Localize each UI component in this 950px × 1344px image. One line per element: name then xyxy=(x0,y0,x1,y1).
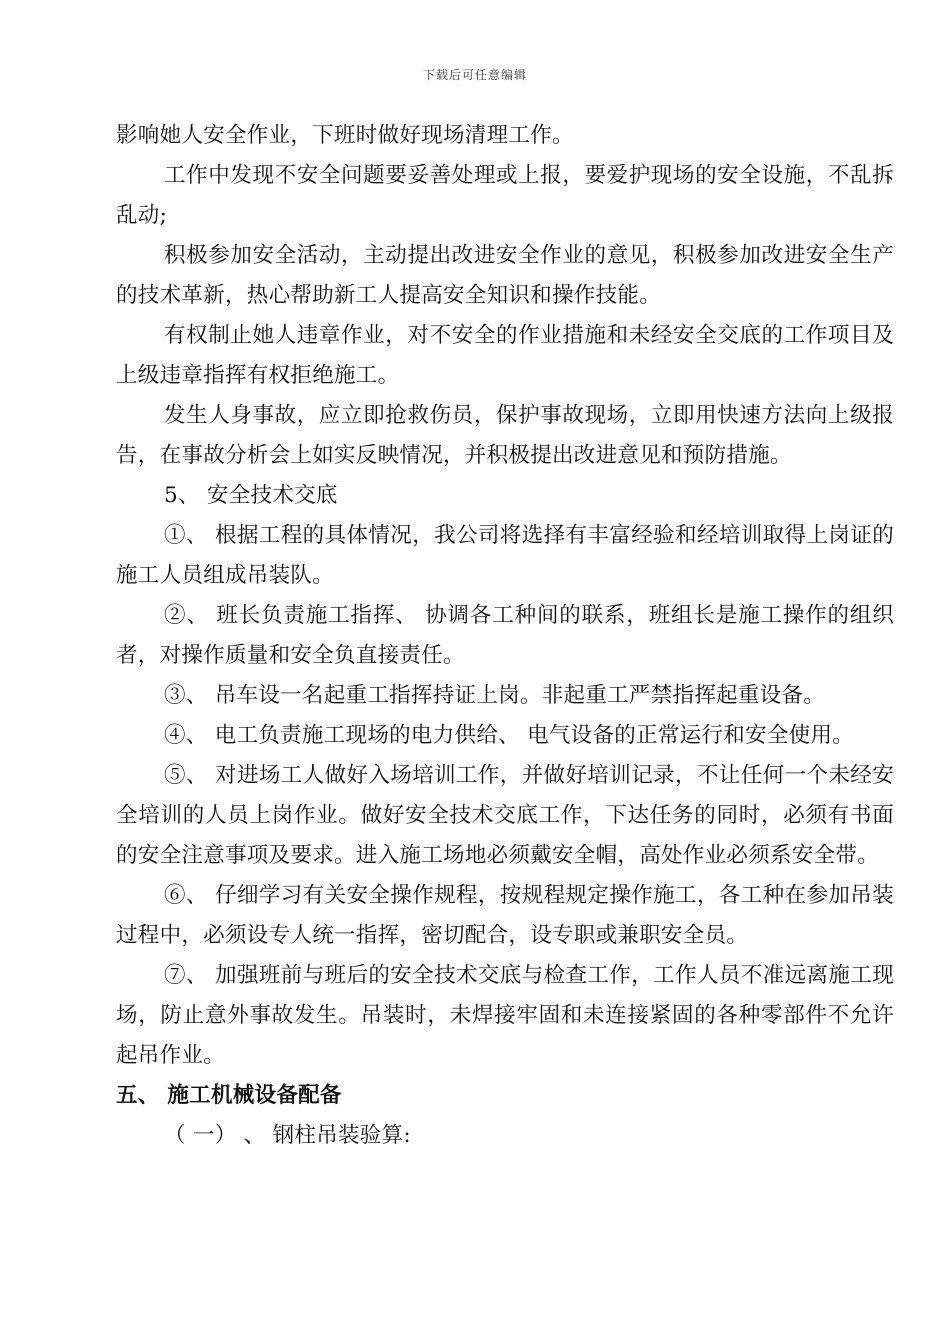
list-item-4: ④、 电工负责施工现场的电力供给、 电气设备的正常运行和安全使用。 xyxy=(164,723,855,748)
subsection-title: （ 一） 、 钢柱吊装验算: xyxy=(164,1123,411,1148)
list-item-2: ②、 班长负责施工指挥、 协调各工种间的联系，班组长是施工操作的组织者，对操作质量和安全负直接责任。 xyxy=(116,603,894,668)
list-item-5: ⑤、 对进场工人做好入场培训工作，并做好培训记录，不让任何一个未经安全培训的人员上岗作业。做好安全技术交底工作，下达任务的同时，必须有书面的安全注意事项及要求。进入施工场地必须戴安全帽，高处作业必须系安全带。 xyxy=(116,763,894,868)
heading-safety-briefing: 5、 安全技术交底 xyxy=(164,483,338,508)
document-body xyxy=(116,116,894,1156)
list-item-1: ①、 根据工程的具体情况，我公司将选择有丰富经验和经培训取得上岗证的施工人员组成吊装队。 xyxy=(116,523,894,588)
paragraph-5: 发生人身事故，应立即抢救伤员，保护事故现场，立即用快速方法向上级报告，在事故分析会上如实反映情况，并积极提出改进意见和预防措施。 xyxy=(116,403,894,468)
paragraph-3: 积极参加安全活动，主动提出改进安全作业的意见，积极参加改进安全生产的技术革新，热心帮助新工人提高安全知识和操作技能。 xyxy=(116,243,894,308)
list-item-7: ⑦、 加强班前与班后的安全技术交底与检查工作，工作人员不准远离施工现场，防止意外事故发生。吊装时，未焊接牢固和未连接紧固的各种零部件不允许起吊作业。 xyxy=(116,963,894,1068)
list-item-3: ③、 吊车设一名起重工指挥持证上岗。非起重工严禁指挥起重设备。 xyxy=(164,683,826,708)
paragraph-1: 影响她人安全作业，下班时做好现场清理工作。 xyxy=(116,123,574,148)
list-item-6: ⑥、 仔细学习有关安全操作规程，按规程规定操作施工，各工种在参加吊装过程中，必须设专人统一指挥，密切配合，设专职或兼职安全员。 xyxy=(116,883,894,948)
paragraph-4: 有权制止她人违章作业，对不安全的作业措施和未经安全交底的工作项目及上级违章指挥有权拒绝施工。 xyxy=(116,323,894,388)
section-title: 五、 施工机械设备配备 xyxy=(116,1083,342,1108)
header-note: 下载后可任意编辑 xyxy=(422,68,527,82)
paragraph-2: 工作中发现不安全问题要妥善处理或上报，要爱护现场的安全设施，不乱拆乱动; xyxy=(116,163,894,228)
